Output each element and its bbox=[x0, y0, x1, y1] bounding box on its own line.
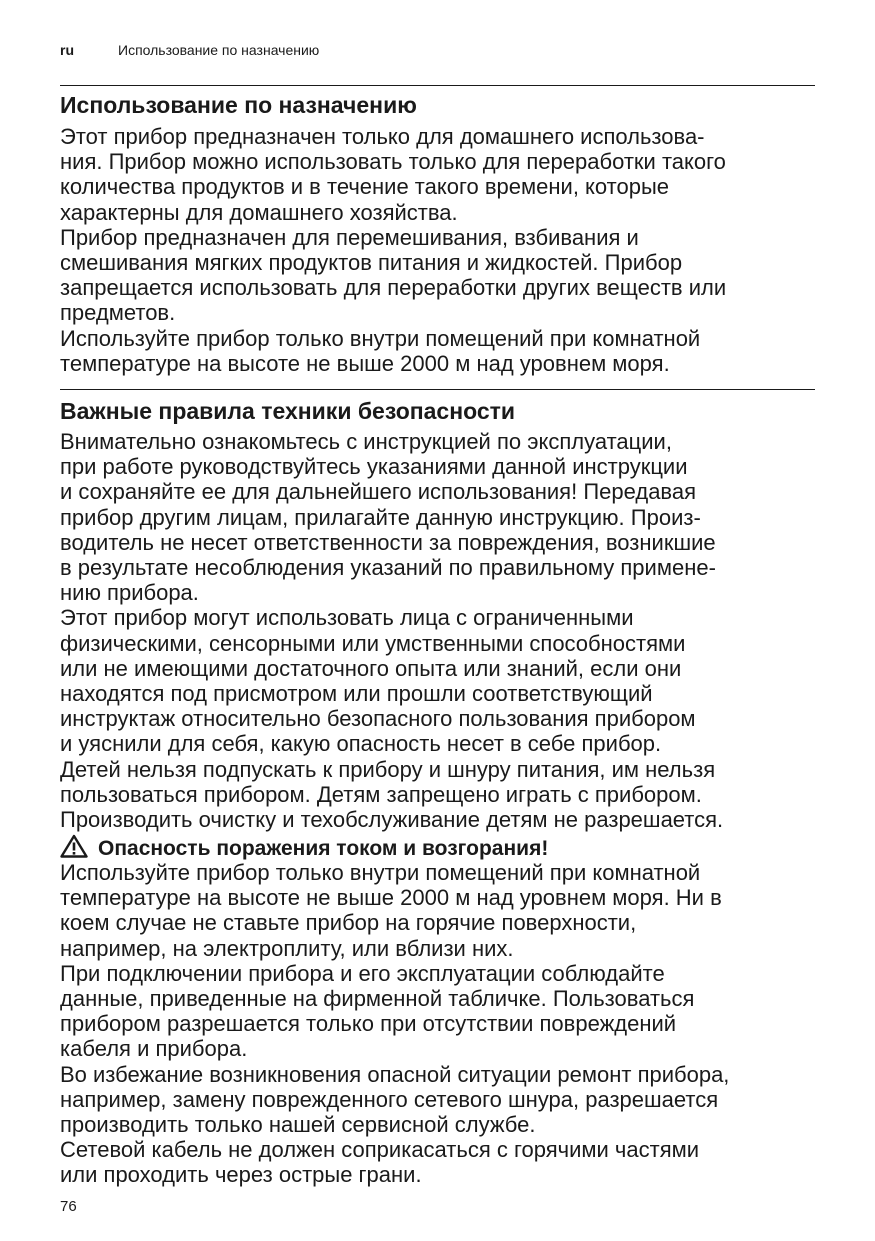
page-header bbox=[60, 41, 319, 59]
paragraph: Внимательно ознакомьтесь с инструкцией по эксплуатации, при работе руководствуйтесь указаниями данной инструкции и сохраняйте ее для дальнейшего использования! Передавая прибор другим лицам, прилагайте данную инструкцию. Произ- водитель не несет ответственности за повреждения, возникшие в результате несоблюдения указаний по правильному примене- нию прибора. bbox=[60, 429, 716, 606]
paragraph: Сетевой кабель не должен соприкасаться с горячими частями или проходить через острые грани. bbox=[60, 1137, 700, 1188]
divider-safety bbox=[60, 389, 815, 390]
running-title: Использование по назначению bbox=[118, 42, 320, 58]
warning-body bbox=[60, 860, 840, 1188]
paragraph: Прибор предназначен для перемешивания, взбивания и смешивания мягких продуктов питания и жидкостей. Прибор запрещается использовать для переработки других веществ или предметов. bbox=[60, 224, 727, 326]
paragraph: Используйте прибор только внутри помещений при комнатной температуре на высоте не выше 2000 м над уровнем моря. Ни в коем случае не ставьте прибор на горячие поверхности, например, на электроплиту, или вблизи них. bbox=[60, 860, 722, 961]
safety-body bbox=[60, 429, 840, 832]
warning-triangle-icon bbox=[60, 834, 88, 858]
paragraph: Этот прибор предназначен только для домашнего использова- ния. Прибор можно использовать только для переработки такого количества продуктов и в течение такого времени, которые характерны для домашнего хозяйства. bbox=[60, 124, 726, 225]
section-title-safety: Важные правила техники безопасности bbox=[60, 398, 516, 424]
paragraph: Этот прибор могут использовать лица с ограниченными физическими, сенсорными или умственными способностями или не имеющими достаточного опыта или знаний, если они находятся под присмотром или прошли соответствующий инструктаж относительно безопасного пользования прибором и уяснили для себя, какую опасность несет в себе прибор. Детей нельзя подпускать к прибору и шнуру питания, им нельзя пользоваться прибором. Детям запрещено играть с прибором. Производить очистку и техобслуживание детям не разрешается. bbox=[60, 605, 724, 833]
paragraph: Используйте прибор только внутри помещений при комнатной температуре на высоте не выше 2000 м над уровнем моря. bbox=[60, 325, 701, 376]
section-title-intended-use: Использование по назначению bbox=[60, 92, 417, 118]
language-code: ru bbox=[60, 42, 74, 58]
paragraph: При подключении прибора и его эксплуатации соблюдайте данные, приведенные на фирменной табличке. Пользоваться прибором разрешается только при отсутствии повреждений кабеля и прибора. bbox=[60, 960, 695, 1062]
divider-top bbox=[60, 85, 815, 86]
intended-use-body bbox=[60, 124, 840, 376]
page-number: 76 bbox=[60, 1198, 77, 1215]
warning-title: Опасность поражения током и возгорания! bbox=[98, 837, 549, 860]
warning-heading bbox=[60, 834, 548, 862]
paragraph: Во избежание возникновения опасной ситуации ремонт прибора, например, замену поврежденного сетевого шнура, разрешается производить только нашей сервисной службе. bbox=[60, 1061, 730, 1138]
